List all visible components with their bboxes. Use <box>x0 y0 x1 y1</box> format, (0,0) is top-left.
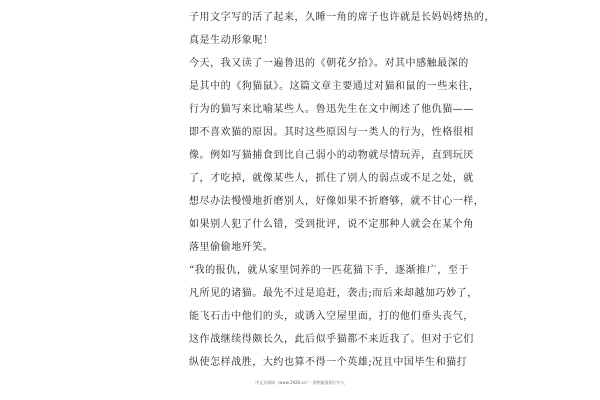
text-line: 能飞石击中他们的头，或诱入空屋里面，打的他们垂头丧气， <box>189 311 474 322</box>
text-line: 子用文字写的活了起来，久睡一角的席子也许就是长妈妈烤热的， <box>189 12 495 23</box>
text-line: 如果别人犯了什么错，受到批评，说不定那种人就会在某个角 <box>189 219 474 230</box>
text-line: 了，才吃掉，就像某些人，抓住了别人的弱点或不足之处，就 <box>189 173 474 184</box>
text-line: 今天，我又读了一遍鲁迅的《朝花夕拾》。对其中感触最深的 <box>189 58 469 69</box>
text-line: 纵使怎样战胜，大约也算不得一个英雄;况且中国毕生和猫打 <box>189 357 468 368</box>
text-line: 想尽办法慢慢地折磨别人，好像如果不折磨够，就不甘心一样， <box>189 196 485 207</box>
text-line: 落里偷偷地歼笑。 <box>189 242 274 253</box>
document-body <box>189 6 495 374</box>
text-line: 真是生动形象呢！ <box>189 35 274 46</box>
text-line: 凡所见的诸猫。最先不过是追赶，袭击;而后来却越加巧妙了， <box>189 288 478 299</box>
text-line: 是其中的《狗猫鼠》。这篇文章主要通过对猫和鼠的一些来往， <box>189 81 480 92</box>
text-line: 即不喜欢猫的原因。其时这些原因与一类人的行为，性格很相 <box>189 127 474 138</box>
text-line: 这作战继续得颇长久，此后似乎猫都不来近我了。但对于它们 <box>189 334 474 345</box>
text-line: 行为的猫写来比喻某些人。鲁迅先生在文中阐述了他仇猫—— <box>189 104 474 115</box>
page-footer: 中文女网网（www.1926.cn）- 购物服务银行中大 <box>255 380 345 385</box>
text-line: 像。例如写猫捕食到比自己弱小的动物就尽情玩弄，直到玩厌 <box>189 150 474 161</box>
text-line: “我的报仇，就从家里饲养的一匹花猫下手，逐渐推广，至于 <box>189 265 469 276</box>
